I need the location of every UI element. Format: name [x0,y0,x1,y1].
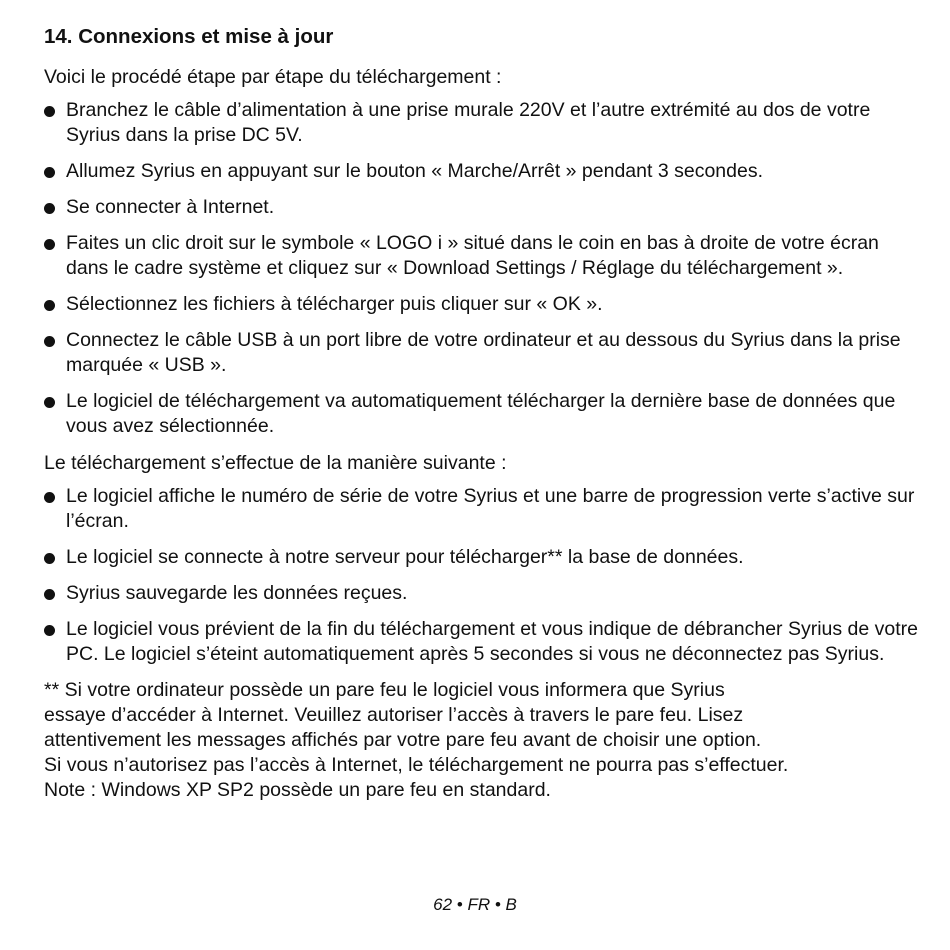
bullet-icon [44,553,55,564]
section-heading: 14. Connexions et mise à jour [44,25,334,48]
list-item-text: Le logiciel se connecte à notre serveur pour télécharger** la base de données. [66,546,744,568]
page-content [44,22,924,803]
list-item [44,617,924,667]
list-item [44,545,924,570]
process-steps-list [44,484,924,667]
list-item [44,195,924,220]
bullet-icon [44,589,55,600]
list-item [44,292,924,317]
list-item [44,159,924,184]
list-item-text: Se connecter à Internet. [66,196,275,218]
list-item-text: Connectez le câble USB à un port libre de votre ordinateur et au dessous du Syrius dans la prise marquée « USB ». [66,329,901,376]
bullet-icon [44,625,55,636]
bullet-icon [44,300,55,311]
footnote-line: essaye d’accéder à Internet. Veuillez autoriser l’accès à travers le pare feu. Lisez [44,704,744,726]
bullet-icon [44,336,55,347]
footnote-line: Si vous n’autorisez pas l’accès à Internet, le téléchargement ne pourra pas s’effectuer. [44,754,789,776]
firewall-footnote [44,678,924,803]
list-item [44,581,924,606]
process-intro-text: Le téléchargement s’effectue de la manière suivante : [44,452,507,474]
footnote-line: Note : Windows XP SP2 possède un pare feu en standard. [44,779,551,801]
list-item-text: Syrius sauvegarde les données reçues. [66,582,408,604]
list-item-text: Le logiciel affiche le numéro de série de votre Syrius et une barre de progression verte s’active sur l’écran. [66,485,915,532]
footnote-line: ** Si votre ordinateur possède un pare feu le logiciel vous informera que Syrius [44,679,725,701]
bullet-icon [44,106,55,117]
list-item-text: Allumez Syrius en appuyant sur le bouton « Marche/Arrêt » pendant 3 secondes. [66,160,763,182]
download-steps-list [44,98,924,439]
list-item-text: Le logiciel vous prévient de la fin du téléchargement et vous indique de débrancher Syrius de votre PC. Le logiciel s’éteint automatiquement après 5 secondes si vous ne déconnectez pas Syrius. [66,618,919,665]
list-item [44,389,924,439]
list-item [44,98,924,148]
intro-text: Voici le procédé étape par étape du téléchargement : [44,66,502,88]
bullet-icon [44,167,55,178]
bullet-icon [44,397,55,408]
list-item [44,328,924,378]
list-item-text: Le logiciel de téléchargement va automatiquement télécharger la dernière base de données que vous avez sélectionnée. [66,390,896,437]
footnote-line: attentivement les messages affichés par votre pare feu avant de choisir une option. [44,729,762,751]
list-item [44,484,924,534]
list-item-text: Branchez le câble d’alimentation à une prise murale 220V et l’autre extrémité au dos de votre Syrius dans la prise DC 5V. [66,99,871,146]
bullet-icon [44,239,55,250]
list-item-text: Faites un clic droit sur le symbole « LOGO i » situé dans le coin en bas à droite de votre écran dans le cadre système et cliquez sur « Download Settings / Réglage du téléchargement ». [66,232,879,279]
list-item-text: Sélectionnez les fichiers à télécharger puis cliquer sur « OK ». [66,293,603,315]
page-number: 62 • FR • B [433,895,517,914]
list-item [44,231,924,281]
bullet-icon [44,203,55,214]
bullet-icon [44,492,55,503]
